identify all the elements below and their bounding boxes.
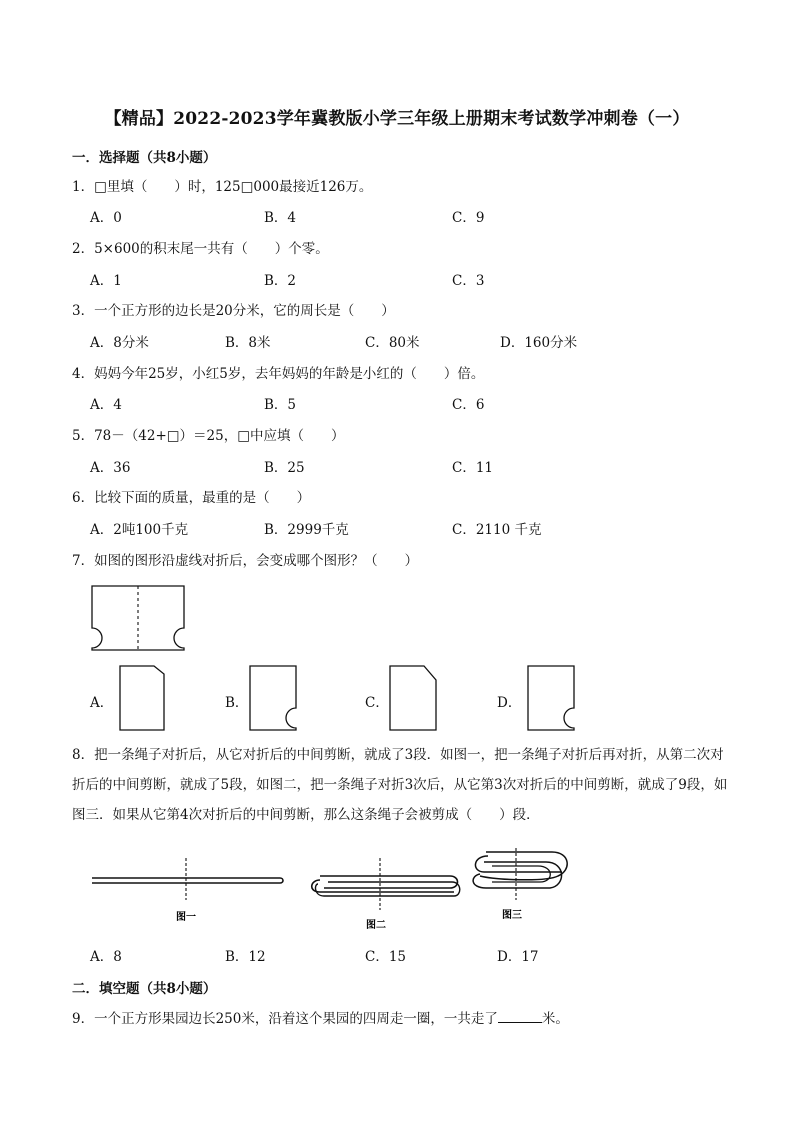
q3-option-a[interactable]: A．8分米: [90, 335, 149, 351]
q7-option-c[interactable]: C．: [365, 695, 389, 711]
q7-option-b[interactable]: B．: [225, 695, 249, 711]
question-8: 8．把一条绳子对折后，从它对折后的中间剪断，就成了3段．如图一，把一条绳子对折后再对折，从第二次对折后的中间剪断，就成了5段，如图二，把一条绳子对折3次后，从它第3次对折后的中间剪断，就成了9段，如图三．如果从它第4次对折后的中间剪断，那么这条绳子会被剪成（ ）段．: [72, 747, 728, 823]
q8-figure-2: [304, 856, 464, 936]
q9-text-after: 米。: [541, 1011, 569, 1027]
page-title: 【精品】2022-2023学年冀教版小学三年级上册期末考试数学冲刺卷（一）: [104, 109, 690, 129]
q3-option-b[interactable]: B．8米: [225, 335, 271, 351]
q3-option-d[interactable]: D．160分米: [500, 335, 578, 351]
q4-option-b[interactable]: B．5: [264, 397, 297, 413]
question-4: 4．妈妈今年25岁，小红5岁，去年妈妈的年龄是小红的（ ）倍。: [72, 366, 485, 382]
q4-option-c[interactable]: C．6: [452, 397, 485, 413]
q7-option-c-shape[interactable]: [388, 664, 438, 732]
q6-option-a[interactable]: A．2吨100千克: [90, 522, 189, 538]
section-fill-heading: 二．填空题（共8小题）: [72, 981, 217, 997]
question-5: 5．78－（42+□）＝25，□中应填（ ）: [72, 428, 345, 444]
q9-answer-blank[interactable]: [498, 1010, 542, 1023]
q2-option-c[interactable]: C．3: [452, 273, 485, 289]
question-3: 3．一个正方形的边长是20分米，它的周长是（ ）: [72, 303, 395, 319]
q8-figure-1: [90, 856, 290, 926]
figure-caption-1: 图一: [176, 912, 196, 923]
question-7: 7．如图的图形沿虚线对折后，会变成哪个图形？（ ）: [72, 553, 419, 569]
section-choice-heading: 一．选择题（共8小题）: [72, 150, 217, 166]
q5-option-b[interactable]: B．25: [264, 460, 305, 476]
q7-option-d[interactable]: D．: [497, 695, 522, 711]
question-1: 1．□里填（ ）时，125□000最接近126万。: [72, 179, 373, 195]
q7-original-shape-figure: [90, 584, 186, 652]
q7-option-b-shape[interactable]: [248, 664, 298, 732]
question-9: [72, 1007, 569, 1027]
q2-option-a[interactable]: A．1: [90, 273, 122, 289]
q1-option-c[interactable]: C．9: [452, 210, 485, 226]
q9-text-before: 9．一个正方形果园边长250米，沿着这个果园的四周走一圈，一共走了: [72, 1011, 498, 1027]
q8-option-b[interactable]: B．12: [225, 949, 266, 965]
figure-caption-2: 图二: [366, 920, 386, 931]
q8-option-c[interactable]: C．15: [365, 949, 407, 965]
q1-option-a[interactable]: A．0: [90, 210, 122, 226]
q6-option-b[interactable]: B．2999千克: [264, 522, 349, 538]
q2-option-b[interactable]: B．2: [264, 273, 297, 289]
question-2: 2．5×600的积末尾一共有（ ）个零。: [72, 241, 329, 257]
figure-caption-3: 图三: [502, 910, 522, 921]
q4-option-a[interactable]: A．4: [90, 397, 122, 413]
q8-option-d[interactable]: D．17: [497, 949, 539, 965]
q6-option-c[interactable]: C．2110 千克: [452, 522, 542, 538]
question-6: 6．比较下面的质量，最重的是（ ）: [72, 490, 311, 506]
q8-figure-3: [466, 846, 576, 930]
q5-option-a[interactable]: A．36: [90, 460, 131, 476]
q8-option-a[interactable]: A．8: [90, 949, 122, 965]
q3-option-c[interactable]: C．80米: [365, 335, 420, 351]
q7-option-d-shape[interactable]: [526, 664, 576, 732]
q7-option-a[interactable]: A．: [90, 695, 114, 711]
q1-option-b[interactable]: B．4: [264, 210, 297, 226]
q7-option-a-shape[interactable]: [118, 664, 166, 732]
q5-option-c[interactable]: C．11: [452, 460, 494, 476]
